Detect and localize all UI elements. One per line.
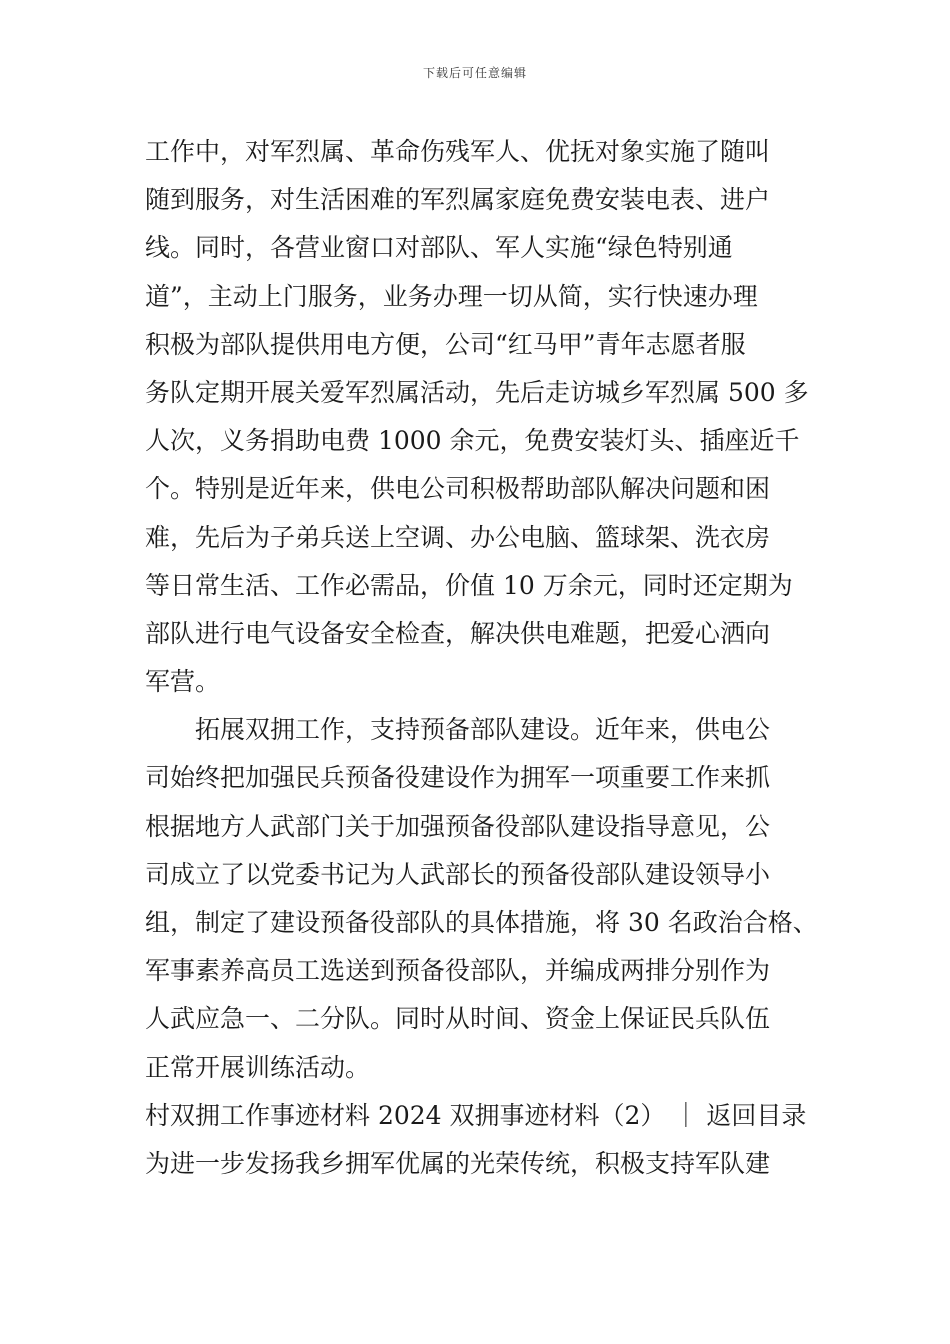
paragraph-start-line: 拓展双拥工作，支持预备部队建设。近年来，供电公 xyxy=(195,715,771,745)
text-line: 等日常生活、工作必需品，价值 10 万余元，同时还定期为 xyxy=(145,570,793,600)
text-line: 根据地方人武部门关于加强预备役部队建设指导意见，公 xyxy=(145,811,771,841)
text-line: 积极为部队提供用电方便，公司“红马甲”青年志愿者服 xyxy=(145,329,746,359)
text-line: 个。特别是近年来，供电公司积极帮助部队解决问题和困 xyxy=(145,474,771,504)
text-line: 随到服务，对生活困难的军烈属家庭免费安装电表、进户 xyxy=(145,185,771,215)
section-title-line: 村双拥工作事迹材料 2024 双拥事迹材料（2） ｜ 返回目录 xyxy=(145,1100,807,1130)
text-line: 正常开展训练活动。 xyxy=(145,1052,371,1082)
text-line: 司始终把加强民兵预备役建设作为拥军一项重要工作来抓 xyxy=(145,763,771,793)
text-line: 工作中，对军烈属、革命伤残军人、优抚对象实施了随叫 xyxy=(145,137,771,166)
text-line: 务队定期开展关爱军烈属活动，先后走访城乡军烈属 500 多 xyxy=(145,377,809,407)
text-line: 难，先后为子弟兵送上空调、办公电脑、篮球架、洗衣房 xyxy=(145,522,771,552)
text-line: 为进一步发扬我乡拥军优属的光荣传统，积极支持军队建 xyxy=(145,1148,771,1178)
text-line: 司成立了以党委书记为人武部长的预备役部队建设领导小 xyxy=(145,859,771,889)
text-line: 道”，主动上门服务，业务办理一切从简，实行快速办理 xyxy=(145,281,758,311)
text-line: 线。同时，各营业窗口对部队、军人实施“绿色特别通 xyxy=(145,233,733,263)
text-line: 人次，义务捐助电费 1000 余元，免费安装灯头、插座近千 xyxy=(145,426,800,456)
text-line: 军营。 xyxy=(145,667,221,697)
document-body xyxy=(145,128,835,1188)
page-header: 下载后可任意编辑 xyxy=(422,66,527,80)
text-line: 部队进行电气设备安全检查，解决供电难题，把爱心洒向 xyxy=(145,618,771,648)
text-line: 人武应急一、二分队。同时从时间、资金上保证民兵队伍 xyxy=(145,1004,771,1034)
text-line: 组，制定了建设预备役部队的具体措施，将 30 名政治合格、 xyxy=(145,908,818,937)
text-line: 军事素养高员工选送到预备役部队，并编成两排分别作为 xyxy=(145,956,771,986)
